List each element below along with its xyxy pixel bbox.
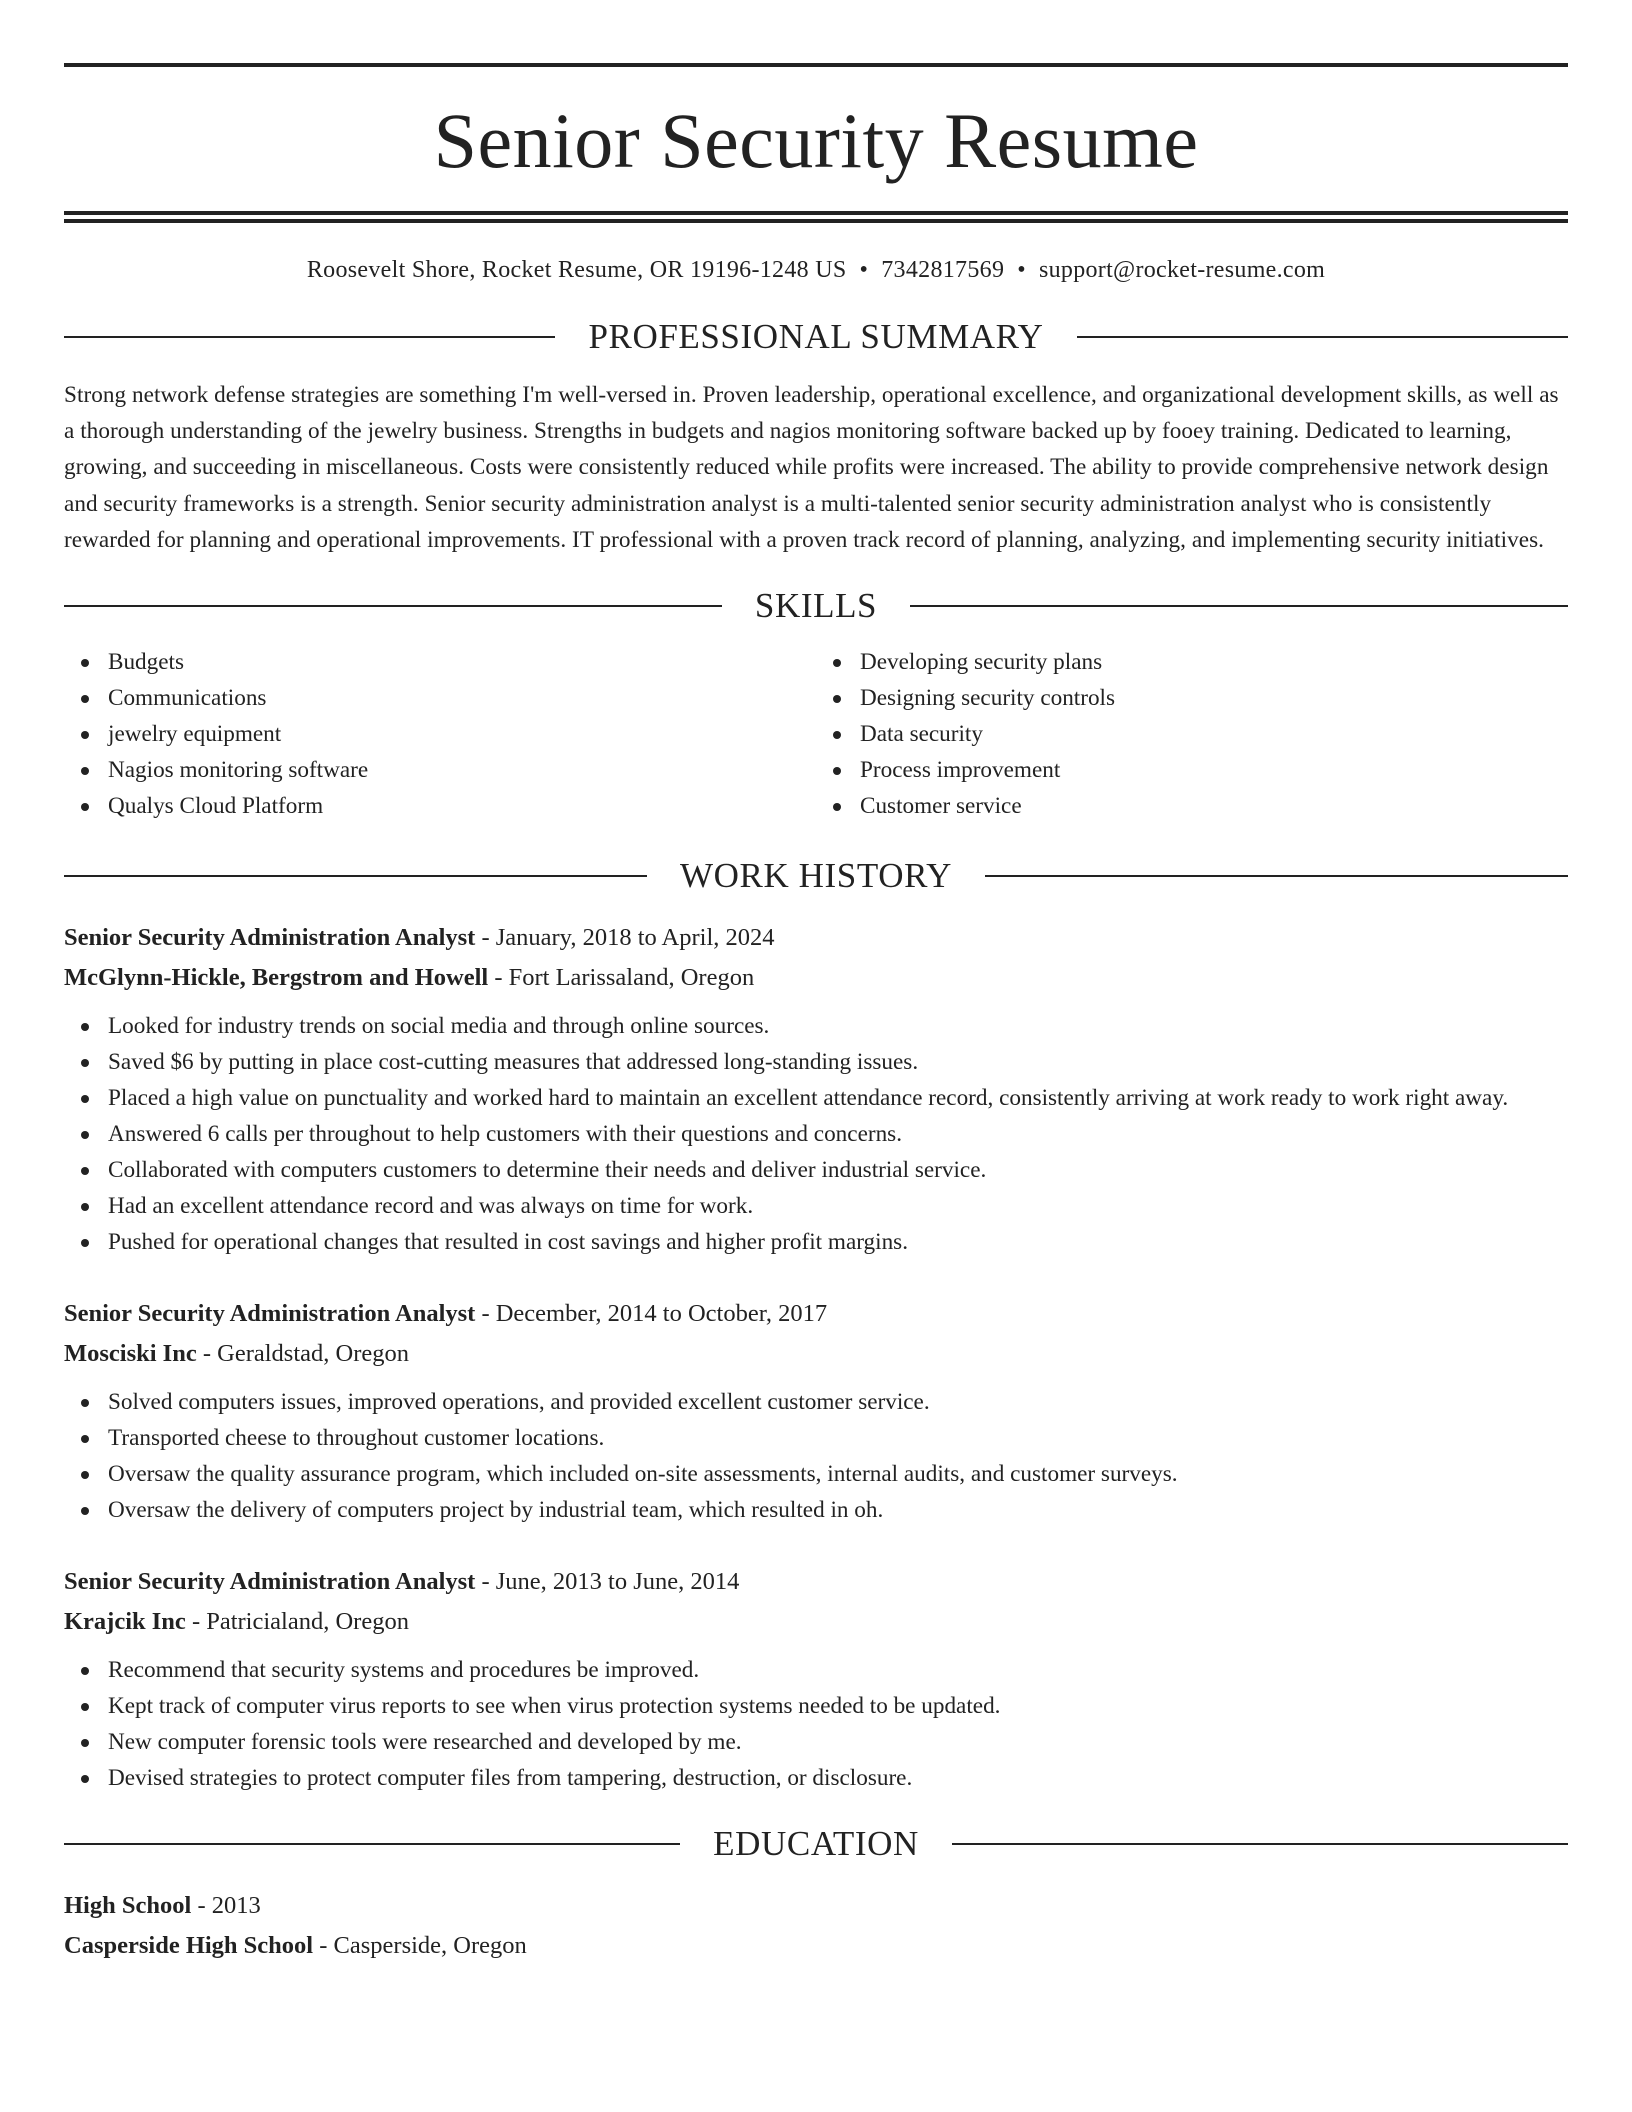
job-company-line: [64, 1602, 1568, 1642]
job-bullet: Oversaw the delivery of computers project by industrial team, which resulted in oh.: [108, 1492, 1568, 1528]
skills-column-left: [64, 644, 816, 824]
job-bullet: Transported cheese to throughout customer locations.: [108, 1420, 1568, 1456]
skill-item: Communications: [108, 680, 816, 716]
job-bullet: Pushed for operational changes that resulted in cost savings and higher profit margins.: [108, 1224, 1568, 1260]
job-bullets: [64, 1384, 1568, 1528]
job-entry: [64, 918, 1568, 1260]
skills-list: [64, 644, 1568, 824]
job-bullet: Solved computers issues, improved operations, and provided excellent customer service.: [108, 1384, 1568, 1420]
work-section-heading: [64, 856, 1568, 896]
job-bullet: Collaborated with computers customers to determine their needs and deliver industrial service.: [108, 1152, 1568, 1188]
job-company: Mosciski Inc: [64, 1340, 197, 1368]
job-company: McGlynn-Hickle, Bergstrom and Howell: [64, 964, 489, 992]
education-degree-line: [64, 1886, 1568, 1926]
skills-column-right: [816, 644, 1568, 824]
job-bullet: Kept track of computer virus reports to see when virus protection systems needed to be updated.: [108, 1688, 1568, 1724]
job-dates: - January, 2018 to April, 2024: [475, 924, 775, 952]
heading-rule: [910, 605, 1568, 607]
heading-rule: [64, 875, 647, 877]
job-bullet: Recommend that security systems and procedures be improved.: [108, 1652, 1568, 1688]
job-role-line: [64, 918, 1568, 958]
job-bullet: Devised strategies to protect computer files from tampering, destruction, or disclosure.: [108, 1760, 1568, 1796]
job-role-line: [64, 1294, 1568, 1334]
contact-email[interactable]: support@rocket-resume.com: [1038, 257, 1326, 283]
work-title: WORK HISTORY: [680, 856, 952, 896]
top-rule: [64, 63, 1568, 67]
job-bullet: Answered 6 calls per throughout to help customers with their questions and concerns.: [108, 1116, 1568, 1152]
heading-rule: [1077, 336, 1568, 338]
job-entry: [64, 1294, 1568, 1528]
resume-title: Senior Security Resume: [433, 97, 1199, 184]
job-bullet: New computer forensic tools were researched and developed by me.: [108, 1724, 1568, 1760]
skills-title: SKILLS: [754, 586, 878, 626]
heading-rule: [64, 336, 555, 338]
skill-item: Qualys Cloud Platform: [108, 788, 816, 824]
skill-item: Developing security plans: [860, 644, 1568, 680]
job-dates: - June, 2013 to June, 2014: [475, 1568, 740, 1596]
skills-section-heading: [64, 586, 1568, 626]
contact-separator: •: [1017, 257, 1026, 283]
resume-page: [64, 0, 1568, 1966]
job-role: Senior Security Administration Analyst: [64, 1300, 476, 1328]
heading-rule: [64, 605, 722, 607]
job-bullet: Looked for industry trends on social media and through online sources.: [108, 1008, 1568, 1044]
job-bullet: Had an excellent attendance record and was always on time for work.: [108, 1188, 1568, 1224]
contact-line: [64, 255, 1568, 285]
job-role: Senior Security Administration Analyst: [64, 1568, 476, 1596]
heading-rule: [952, 1843, 1568, 1845]
job-bullets: [64, 1652, 1568, 1796]
contact-separator: •: [859, 257, 869, 283]
skill-item: Data security: [860, 716, 1568, 752]
job-role: Senior Security Administration Analyst: [64, 924, 476, 952]
contact-address: Roosevelt Shore, Rocket Resume, OR 19196-1248 US: [306, 257, 847, 283]
education-section-heading: [64, 1824, 1568, 1864]
skill-item: Customer service: [860, 788, 1568, 824]
education-title: EDUCATION: [713, 1824, 919, 1864]
education-degree: High School: [64, 1892, 192, 1920]
heading-rule: [64, 1843, 680, 1845]
summary-section-heading: [64, 317, 1568, 357]
education-entry: [64, 1886, 1568, 1966]
skill-item: Nagios monitoring software: [108, 752, 816, 788]
job-bullet: Placed a high value on punctuality and worked hard to maintain an excellent attendance record, consistently arriving at work ready to work right away.: [108, 1080, 1568, 1116]
skill-item: Process improvement: [860, 752, 1568, 788]
job-location: - Patricialand, Oregon: [185, 1608, 409, 1636]
job-company-line: [64, 958, 1568, 998]
education-location: - Casperside, Oregon: [313, 1932, 527, 1960]
job-location: - Fort Larissaland, Oregon: [488, 964, 755, 992]
skill-item: Budgets: [108, 644, 816, 680]
job-role-line: [64, 1562, 1568, 1602]
skill-item: Designing security controls: [860, 680, 1568, 716]
job-company-line: [64, 1334, 1568, 1374]
contact-phone[interactable]: 7342817569: [881, 257, 1005, 283]
education-school-line: [64, 1926, 1568, 1966]
education-school: Casperside High School: [64, 1932, 314, 1960]
summary-text: Strong network defense strategies are something I'm well-versed in. Proven leadership, operational excellence, and organizational development skills, as well as a thorough understanding of the jewelry business. Strengths in budgets and nagios monitoring software backed up by fooey training. Dedicated to learning, growing, and succeeding in miscellaneous. Costs were consistently reduced while profits were increased. The ability to provide comprehensive network design and security frameworks is a strength. Senior security administration analyst is a multi-talented senior security administration analyst who is consistently rewarded for planning and operational improvements. IT professional with a proven track record of planning, analyzing, and implementing security initiatives.: [64, 382, 1559, 553]
heading-rule: [985, 875, 1568, 877]
job-entry: [64, 1562, 1568, 1796]
job-bullet: Saved $6 by putting in place cost-cutting measures that addressed long-standing issues.: [108, 1044, 1568, 1080]
job-company: Krajcik Inc: [64, 1608, 186, 1636]
education-year: - 2013: [191, 1892, 261, 1920]
job-bullet: Oversaw the quality assurance program, which included on-site assessments, internal audits, and customer surveys.: [108, 1456, 1568, 1492]
job-bullets: [64, 1008, 1568, 1260]
job-dates: - December, 2014 to October, 2017: [475, 1300, 828, 1328]
title-double-rule: [64, 211, 1568, 223]
skill-item: jewelry equipment: [108, 716, 816, 752]
summary-title: PROFESSIONAL SUMMARY: [588, 317, 1044, 356]
job-location: - Geraldstad, Oregon: [196, 1340, 409, 1368]
